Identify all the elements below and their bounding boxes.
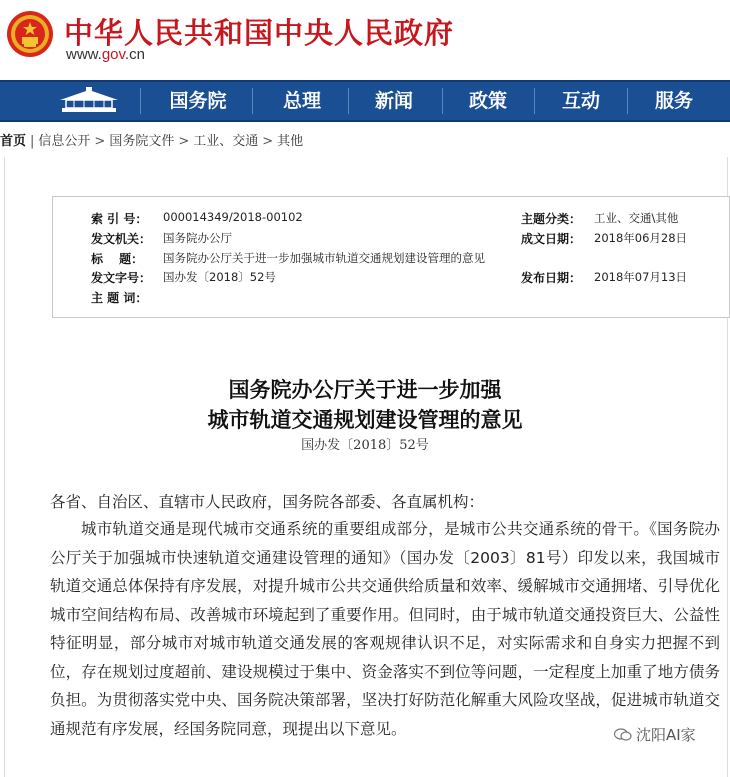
nav-item-news[interactable]: 新闻: [374, 90, 413, 112]
docno-value: 国办发〔2018〕52号: [163, 270, 276, 284]
publish-value: 2018年07月13日: [594, 270, 688, 284]
title-value: 国务院办公厅关于进一步加强城市轨道交通规划建设管理的意见: [163, 251, 485, 265]
nav-item-state-council[interactable]: 国务院: [169, 90, 227, 112]
breadcrumb-info[interactable]: 信息公开: [38, 134, 91, 149]
breadcrumb-home[interactable]: 首页: [0, 134, 27, 149]
breadcrumb-separator: >: [94, 134, 106, 149]
building-icon[interactable]: [56, 86, 122, 116]
date-value: 2018年06月28日: [594, 231, 688, 245]
document-title-line2: 城市轨道交通规划建设管理的意见: [207, 407, 523, 432]
site-url[interactable]: www.gov.cn: [66, 46, 145, 63]
main-nav: [0, 80, 730, 122]
nav-divider: [252, 88, 253, 114]
index-label: 索 引 号：: [91, 212, 148, 226]
issuer-label: 发文机关：: [91, 232, 152, 246]
wechat-icon: [614, 728, 632, 741]
breadcrumb-files[interactable]: 国务院文件: [109, 134, 175, 149]
watermark-text: 沈阳AI家: [636, 726, 696, 744]
national-emblem-icon: [6, 10, 54, 58]
nav-item-services[interactable]: 服务: [654, 90, 693, 112]
breadcrumb-separator: >: [262, 134, 274, 149]
publish-label: 发布日期：: [521, 271, 582, 285]
site-title[interactable]: 中华人民共和国中央人民政府: [64, 16, 455, 50]
subject-label: 主题分类：: [521, 212, 582, 226]
nav-item-interaction[interactable]: 互动: [561, 90, 600, 112]
document-title-line1: 国务院办公厅关于进一步加强: [228, 377, 502, 402]
index-value: 000014349/2018-00102: [163, 210, 303, 224]
salutation: 各省、自治区、直辖市人民政府，国务院各部委、各直属机构：: [50, 493, 485, 511]
nav-item-policy[interactable]: 政策: [468, 90, 507, 112]
document-number: 国办发〔2018〕52号: [301, 438, 429, 453]
issuer-value: 国务院办公厅: [163, 231, 232, 245]
breadcrumb: [0, 130, 303, 149]
docno-label: 发文字号：: [91, 271, 152, 285]
title-label: 标 题：: [91, 252, 144, 266]
breadcrumb-other[interactable]: 其他: [277, 134, 304, 149]
body-paragraph: 城市轨道交通是现代城市交通系统的重要组成部分，是城市公共交通系统的骨干。《国务院办公厅关于加强城市快速轨道交通建设管理的通知》（国办发〔2003〕81号）印发以来，我国城市轨道交通总体保持有序发展，对提升城市公共交通供给质量和效率、缓解城市交通拥堵、引导优化城市空间结构布局、改善城市环境起到了重要作用。但同时，由于城市轨道交通投资巨大、公益性特征明显，部分城市对城市轨道交通发展的客观规律认识不足，对实际需求和自身实力把握不到位，存在规划过度超前、建设规模过于集中、资金落实不到位等问题，一定程度上加重了地方债务负担。为贯彻落实党中央、国务院决策部署，坚决打好防范化解重大风险攻坚战，促进城市轨道交通规范有序发展，经国务院同意，现提出以下意见。: [50, 520, 720, 738]
nav-item-premier[interactable]: 总理: [282, 90, 321, 112]
date-label: 成文日期：: [521, 232, 582, 246]
site-header: [0, 0, 730, 80]
breadcrumb-separator: >: [178, 134, 190, 149]
watermark: [614, 724, 696, 745]
nav-divider: [140, 88, 141, 114]
breadcrumb-industry[interactable]: 工业、交通: [193, 134, 259, 149]
breadcrumb-separator: |: [30, 134, 35, 149]
document-metadata-table: [52, 196, 730, 318]
subject-value: 工业、交通\其他: [594, 211, 679, 225]
keywords-label: 主 题 词：: [91, 291, 148, 305]
